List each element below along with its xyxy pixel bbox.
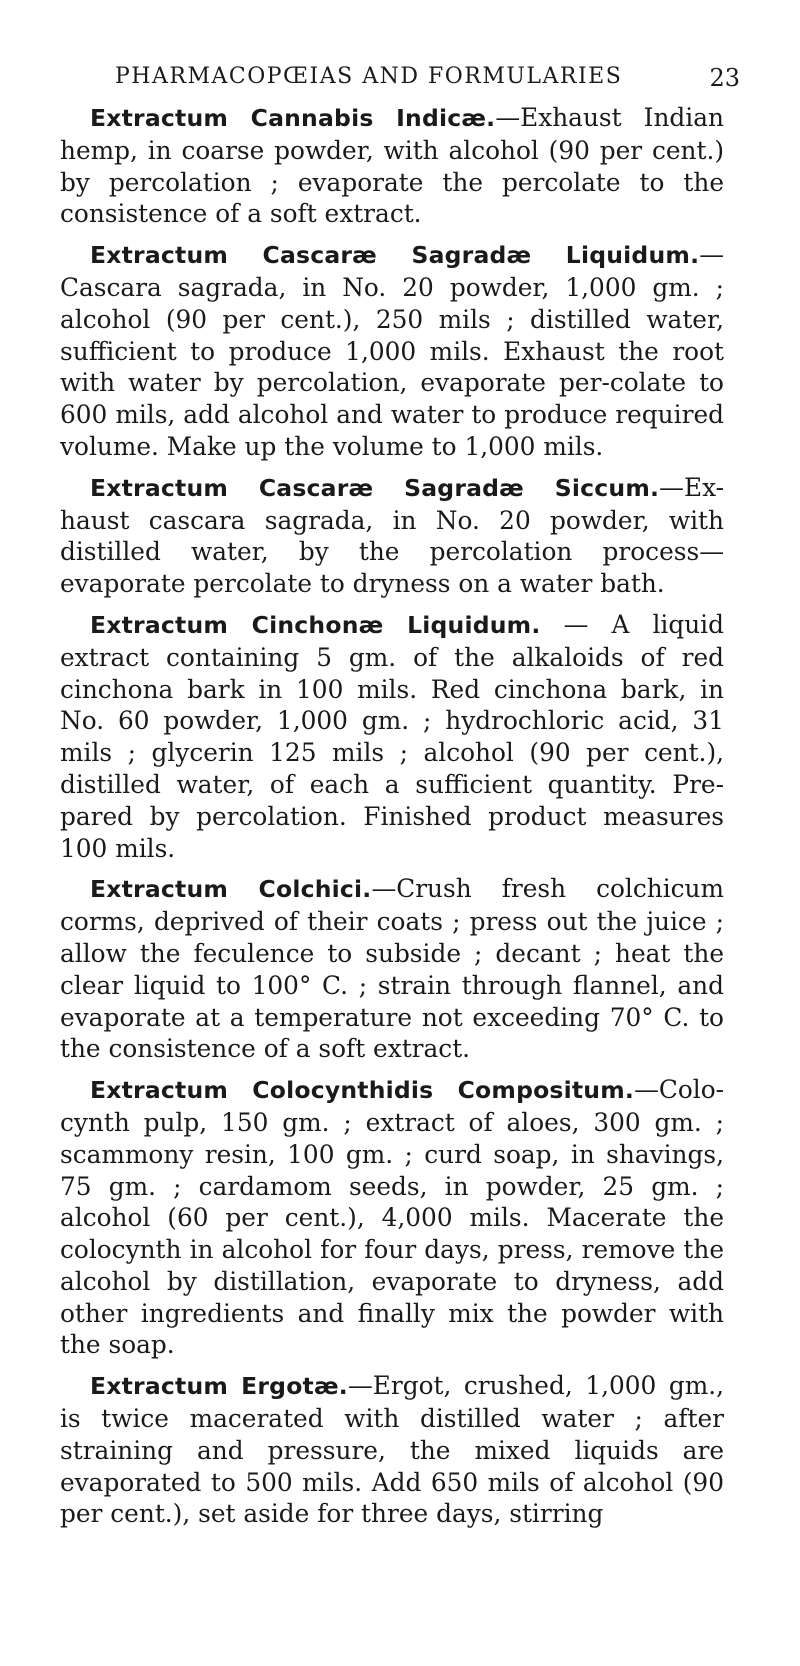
entry-cinchonae-liquidum [60, 609, 724, 864]
entry-title: Extractum Cascaræ Sagradæ Liquidum. [90, 241, 700, 270]
entry-text: —Exhaust Indian hemp, in coarse powder, with alcohol (90 per cent.) by percolation ; evaporate the percolate to the consistence of a soft extract. [60, 103, 724, 229]
entry-title: Extractum Colchici. [90, 875, 372, 904]
entry-ergotae [60, 1370, 724, 1530]
running-header [60, 64, 740, 94]
entry-cannabis-indicae [60, 102, 724, 230]
entry-text: — A liquid extract containing 5 gm. of the alkaloids of red cinchona bark in 100 mils. Red cinchona bark, in No. 60 powder, 1,000 gm. ; hydrochloric acid, 31 mils ; glycerin 125 mils ; alcohol (90 per cent.), distilled water, of each a sufficient quantity. Pre-pared by percolation. Finished product measures 100 mils. [60, 609, 724, 863]
entry-title: Extractum Cannabis Indicæ. [90, 104, 496, 132]
entry-text: —Crush fresh colchicum corms, deprived of their coats ; press out the juice ; allow the feculence to subside ; decant ; heat the clear liquid to 100° C. ; strain through flannel, and evaporate at a temperature not exceeding 70° C. to the consistence of a soft extract. [60, 874, 724, 1064]
page-number: 23 [709, 64, 740, 92]
entry-text: —Ex-haust cascara sagrada, in No. 20 powder, with distilled water, by the percolation process— evaporate percolate to dryness on a water bath. [60, 472, 724, 599]
entry-colchici [60, 873, 724, 1065]
body-text [60, 102, 724, 1539]
entry-text: —Cascara sagrada, in No. 20 powder, 1,000 gm. ; alcohol (90 per cent.), 250 mils ; distilled water, sufficient to produce 1,000 mils. Exhaust the root with water by percolation, evaporate per-colate to 600 mils, add alcohol and water to produce required volume. Make up the volume to 1,000 mils. [60, 240, 724, 461]
entry-colocynthidis-compositum [60, 1074, 724, 1361]
entry-cascarae-liquidum [60, 239, 724, 463]
entry-text: —Ergot, crushed, 1,000 gm., is twice macerated with distilled water ; after straining and pressure, the mixed liquids are evaporated to 500 mils. Add 650 mils of alcohol (90 per cent.), set aside for three days, stirring [60, 1371, 725, 1529]
entry-title: Extractum Cascaræ Sagradæ Siccum. [90, 473, 660, 502]
running-title: PHARMACOPŒIAS AND FORMULARIES [115, 64, 623, 89]
entry-title: Extractum Ergotæ. [90, 1372, 348, 1401]
entry-title: Extractum Cinchonæ Liquidum. [90, 610, 541, 639]
entry-cascarae-siccum [60, 472, 724, 600]
entry-text: —Colo-cynth pulp, 150 gm. ; extract of aloes, 300 gm. ; scammony resin, 100 gm. ; curd soap, in shavings, 75 gm. ; cardamom seeds, in powder, 25 gm. ; alcohol (60 per cent.), 4,000 mils. Macerate the colocynth in alcohol for four days, press, remove the alcohol by distillation, evaporate to dryness, add other ingredients and finally mix the powder with the soap. [60, 1075, 724, 1360]
entry-title: Extractum Colocynthidis Compositum. [90, 1076, 635, 1105]
